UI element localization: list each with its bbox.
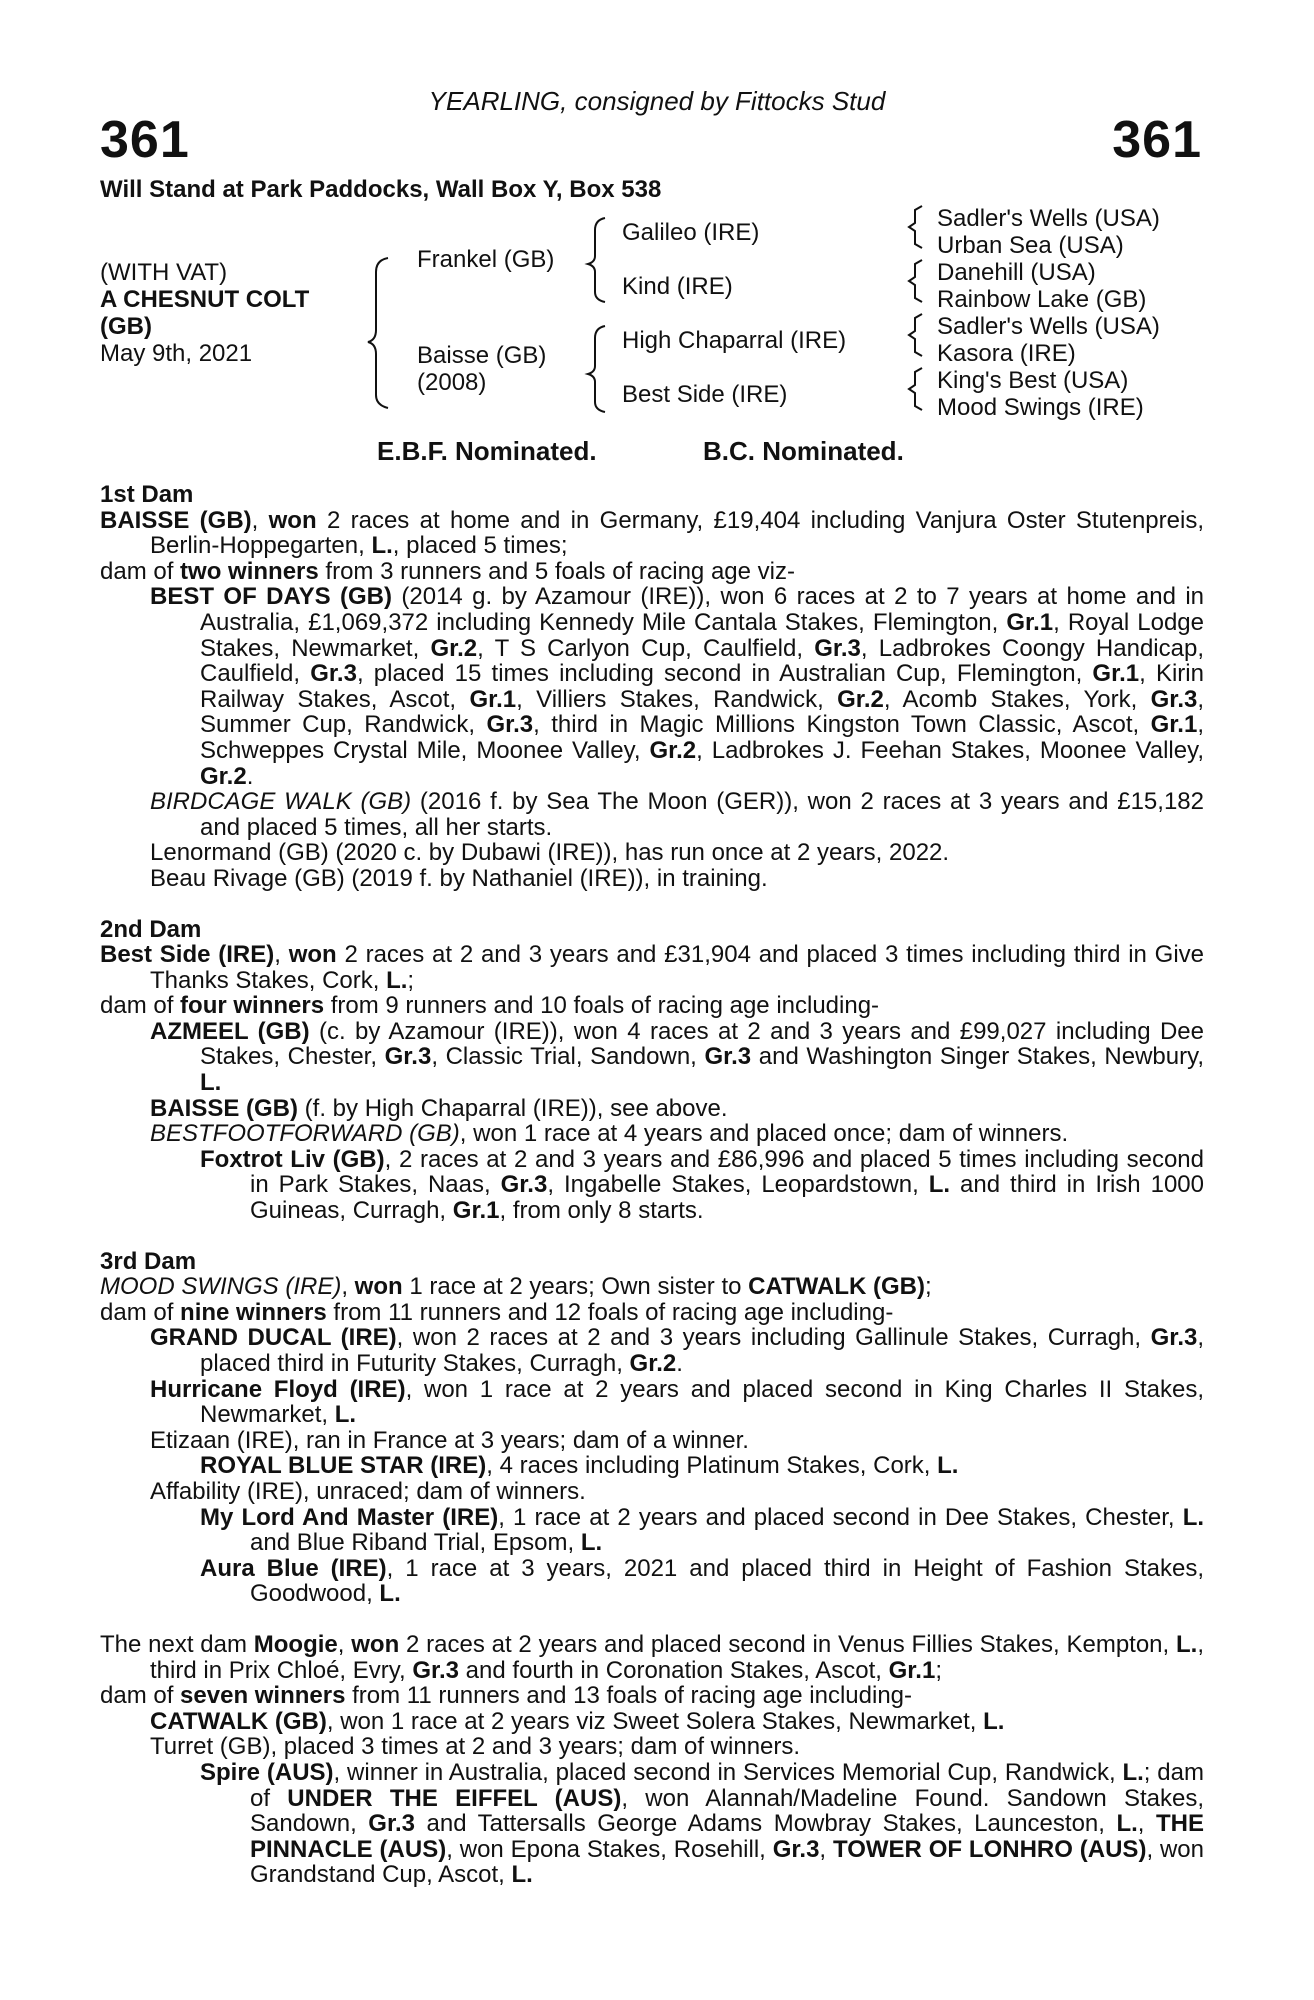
second-dam-record: Best Side (IRE), won 2 races at 2 and 3 years and £31,904 and placed 3 times including third in Give Thanks Stakes, Cork, L.; (100, 941, 1205, 994)
second-dam-produce-summary: dam of four winners from 9 runners and 10 foals of racing age including- (100, 992, 880, 1020)
section-third-dam (100, 1249, 1204, 1607)
horse-name-line1: A CHESNUT COLT (100, 286, 310, 313)
section-first-dam (100, 482, 1204, 892)
produce-etizaan: Etizaan (IRE), ran in France at 3 years; dam of a winner. (150, 1426, 749, 1454)
second-dam: Best Side (IRE) (622, 381, 788, 408)
ebf-nomination: E.B.F. Nominated. (377, 436, 597, 466)
produce-baisse: BAISSE (GB) (f. by High Chaparral (IRE)), see above. (150, 1094, 728, 1122)
consignment-line: YEARLING, consigned by Fittocks Stud (428, 86, 886, 116)
first-dam-heading: 1st Dam (100, 481, 194, 508)
brace-main (368, 258, 388, 408)
sire-name: Frankel (GB) (417, 246, 555, 273)
brace-g2 (909, 260, 922, 302)
produce-foxtrot-liv: Foxtrot Liv (GB), 2 races at 2 and 3 years and £86,996 and placed 5 times including second in Park Stakes, Naas, Gr.3, Ingabelle Stakes, Leopardstown, L. and third in Irish 1000 Guineas, Curragh, Gr.1, from only 8 starts. (200, 1145, 1205, 1225)
produce-spire: Spire (AUS), winner in Australia, placed second in Services Memorial Cup, Randwick, L.; dam of UNDER THE EIFFEL (AUS), won Alannah/Madeline Found. Sandown Stakes, Sandown, Gr.3 and Tattersalls George Adams Mowbray Stakes, Launceston, L., THE PINNACLE (AUS), won Epona Stakes, Rosehill, Gr.3, TOWER OF LONHRO (AUS), won Grandstand Cup, Ascot, L. (200, 1758, 1205, 1889)
gen3-3: Danehill (USA) (937, 259, 1096, 286)
brace-g3 (909, 314, 922, 356)
third-dam-heading: 3rd Dam (100, 1247, 197, 1275)
produce-affability: Affability (IRE), unraced; dam of winners. (150, 1477, 586, 1505)
produce-royal-blue-star: ROYAL BLUE STAR (IRE), 4 races including Platinum Stakes, Cork, L. (200, 1452, 959, 1480)
bc-nomination: B.C. Nominated. (703, 436, 904, 466)
horse-name-line2: (GB) (100, 313, 152, 340)
produce-hurricane-floyd: Hurricane Floyd (IRE), won 1 race at 2 years and placed second in King Charles II Stakes, Newmarket, L. (150, 1375, 1204, 1429)
catalogue-body (100, 482, 1204, 1888)
first-dam-produce-summary: dam of two winners from 3 runners and 5 foals of racing age viz- (100, 557, 795, 585)
grandsire: Galileo (IRE) (622, 219, 760, 246)
lot-number-right: 361 (1112, 111, 1202, 169)
produce-aura-blue: Aura Blue (IRE), 1 race at 3 years, 2021 and placed third in Height of Fashion Stakes, Goodwood, L. (200, 1554, 1204, 1608)
third-dam-produce-summary: dam of nine winners from 11 runners and 12 foals of racing age including- (100, 1298, 894, 1326)
gen3-5: Sadler's Wells (USA) (937, 313, 1160, 340)
brace-sire (588, 218, 605, 302)
next-dam-produce-summary: dam of seven winners from 11 runners and 13 foals of racing age including- (100, 1682, 913, 1710)
produce-bestfootforward: BESTFOOTFORWARD (GB), won 1 race at 4 years and placed once; dam of winners. (150, 1120, 1069, 1148)
next-dam-record: The next dam Moogie, won 2 races at 2 years and placed second in Venus Fillies Stakes, Kempton, L., third in Prix Chloé, Evry, Gr.3 and fourth in Coronation Stakes, Ascot, Gr.1; (100, 1630, 1204, 1684)
gen3-8: Mood Swings (IRE) (937, 394, 1144, 421)
produce-lenormand: Lenormand (GB) (2020 c. by Dubawi (IRE)), has run once at 2 years, 2022. (150, 839, 950, 867)
gen3-6: Kasora (IRE) (937, 340, 1076, 367)
section-second-dam (100, 917, 1204, 1224)
stand-location: Will Stand at Park Paddocks, Wall Box Y, Box 538 (100, 176, 662, 203)
gen3-1: Sadler's Wells (USA) (937, 205, 1160, 232)
brace-dam (588, 326, 605, 412)
damsire: High Chaparral (IRE) (622, 327, 847, 354)
gen3-7: King's Best (USA) (937, 367, 1129, 394)
produce-catwalk: CATWALK (GB), won 1 race at 2 years viz Sweet Solera Stakes, Newmarket, L. (150, 1707, 1005, 1735)
second-dam-heading: 2nd Dam (100, 915, 202, 943)
produce-azmeel: AZMEEL (GB) (c. by Azamour (IRE)), won 4 races at 2 and 3 years and £99,027 including Dee Stakes, Chester, Gr.3, Classic Trial, Sandown, Gr.3 and Washington Singer Stakes, Newbury, L. (150, 1017, 1205, 1097)
produce-birdcage-walk: BIRDCAGE WALK (GB) (2016 f. by Sea The Moon (GER)), won 2 races at 3 years and £15,182 and placed 5 times, all her starts. (150, 788, 1204, 841)
produce-turret: Turret (GB), placed 3 times at 2 and 3 years; dam of winners. (150, 1733, 801, 1761)
gen3-4: Rainbow Lake (GB) (937, 286, 1147, 313)
dam-name: Baisse (GB) (417, 342, 547, 369)
third-dam-record: MOOD SWINGS (IRE), won 1 race at 2 years; Own sister to CATWALK (GB); (100, 1273, 932, 1301)
dam-year: (2008) (417, 369, 487, 396)
produce-best-of-days: BEST OF DAYS (GB) (2014 g. by Azamour (IRE)), won 6 races at 2 to 7 years at home and in Australia, £1,069,372 including Kennedy Mile Cantala Stakes, Flemington, Gr.1, Royal Lodge Stakes, Newmarket, Gr.2, T S Carlyon Cup, Caulfield, Gr.3, Ladbrokes Coongy Handicap, Caulfield, Gr.3, placed 15 times including second in Australian Cup, Flemington, Gr.1, Kirin Railway Stakes, Ascot, Gr.1, Villiers Stakes, Randwick, Gr.2, Acomb Stakes, York, Gr.3, Summer Cup, Randwick, Gr.3, third in Magic Millions Kingston Town Classic, Ascot, Gr.1, Schweppes Crystal Mile, Moonee Valley, Gr.2, Ladbrokes J. Feehan Stakes, Moonee Valley, Gr.2. (150, 583, 1205, 790)
gen3-2: Urban Sea (USA) (937, 232, 1124, 259)
produce-my-lord-and-master: My Lord And Master (IRE), 1 race at 2 years and placed second in Dee Stakes, Chester, L. and Blue Riband Trial, Epsom, L. (200, 1503, 1205, 1557)
section-next-dam (100, 1632, 1204, 1888)
lot-number-left: 361 (100, 111, 190, 169)
first-dam-record: BAISSE (GB), won 2 races at home and in Germany, £19,404 including Vanjura Oster Stutenpreis, Berlin-Hoppegarten, L., placed 5 times; (100, 506, 1204, 560)
horse-dob: May 9th, 2021 (100, 340, 253, 367)
vat-note: (WITH VAT) (100, 259, 228, 286)
brace-g1 (909, 206, 922, 248)
produce-beau-rivage: Beau Rivage (GB) (2019 f. by Nathaniel (IRE)), in training. (150, 864, 768, 892)
brace-g4 (909, 368, 922, 410)
produce-grand-ducal: GRAND DUCAL (IRE), won 2 races at 2 and 3 years including Gallinule Stakes, Curragh, Gr.3, placed third in Futurity Stakes, Curragh, Gr.2. (150, 1324, 1205, 1377)
granddam-sire-side: Kind (IRE) (622, 273, 733, 300)
